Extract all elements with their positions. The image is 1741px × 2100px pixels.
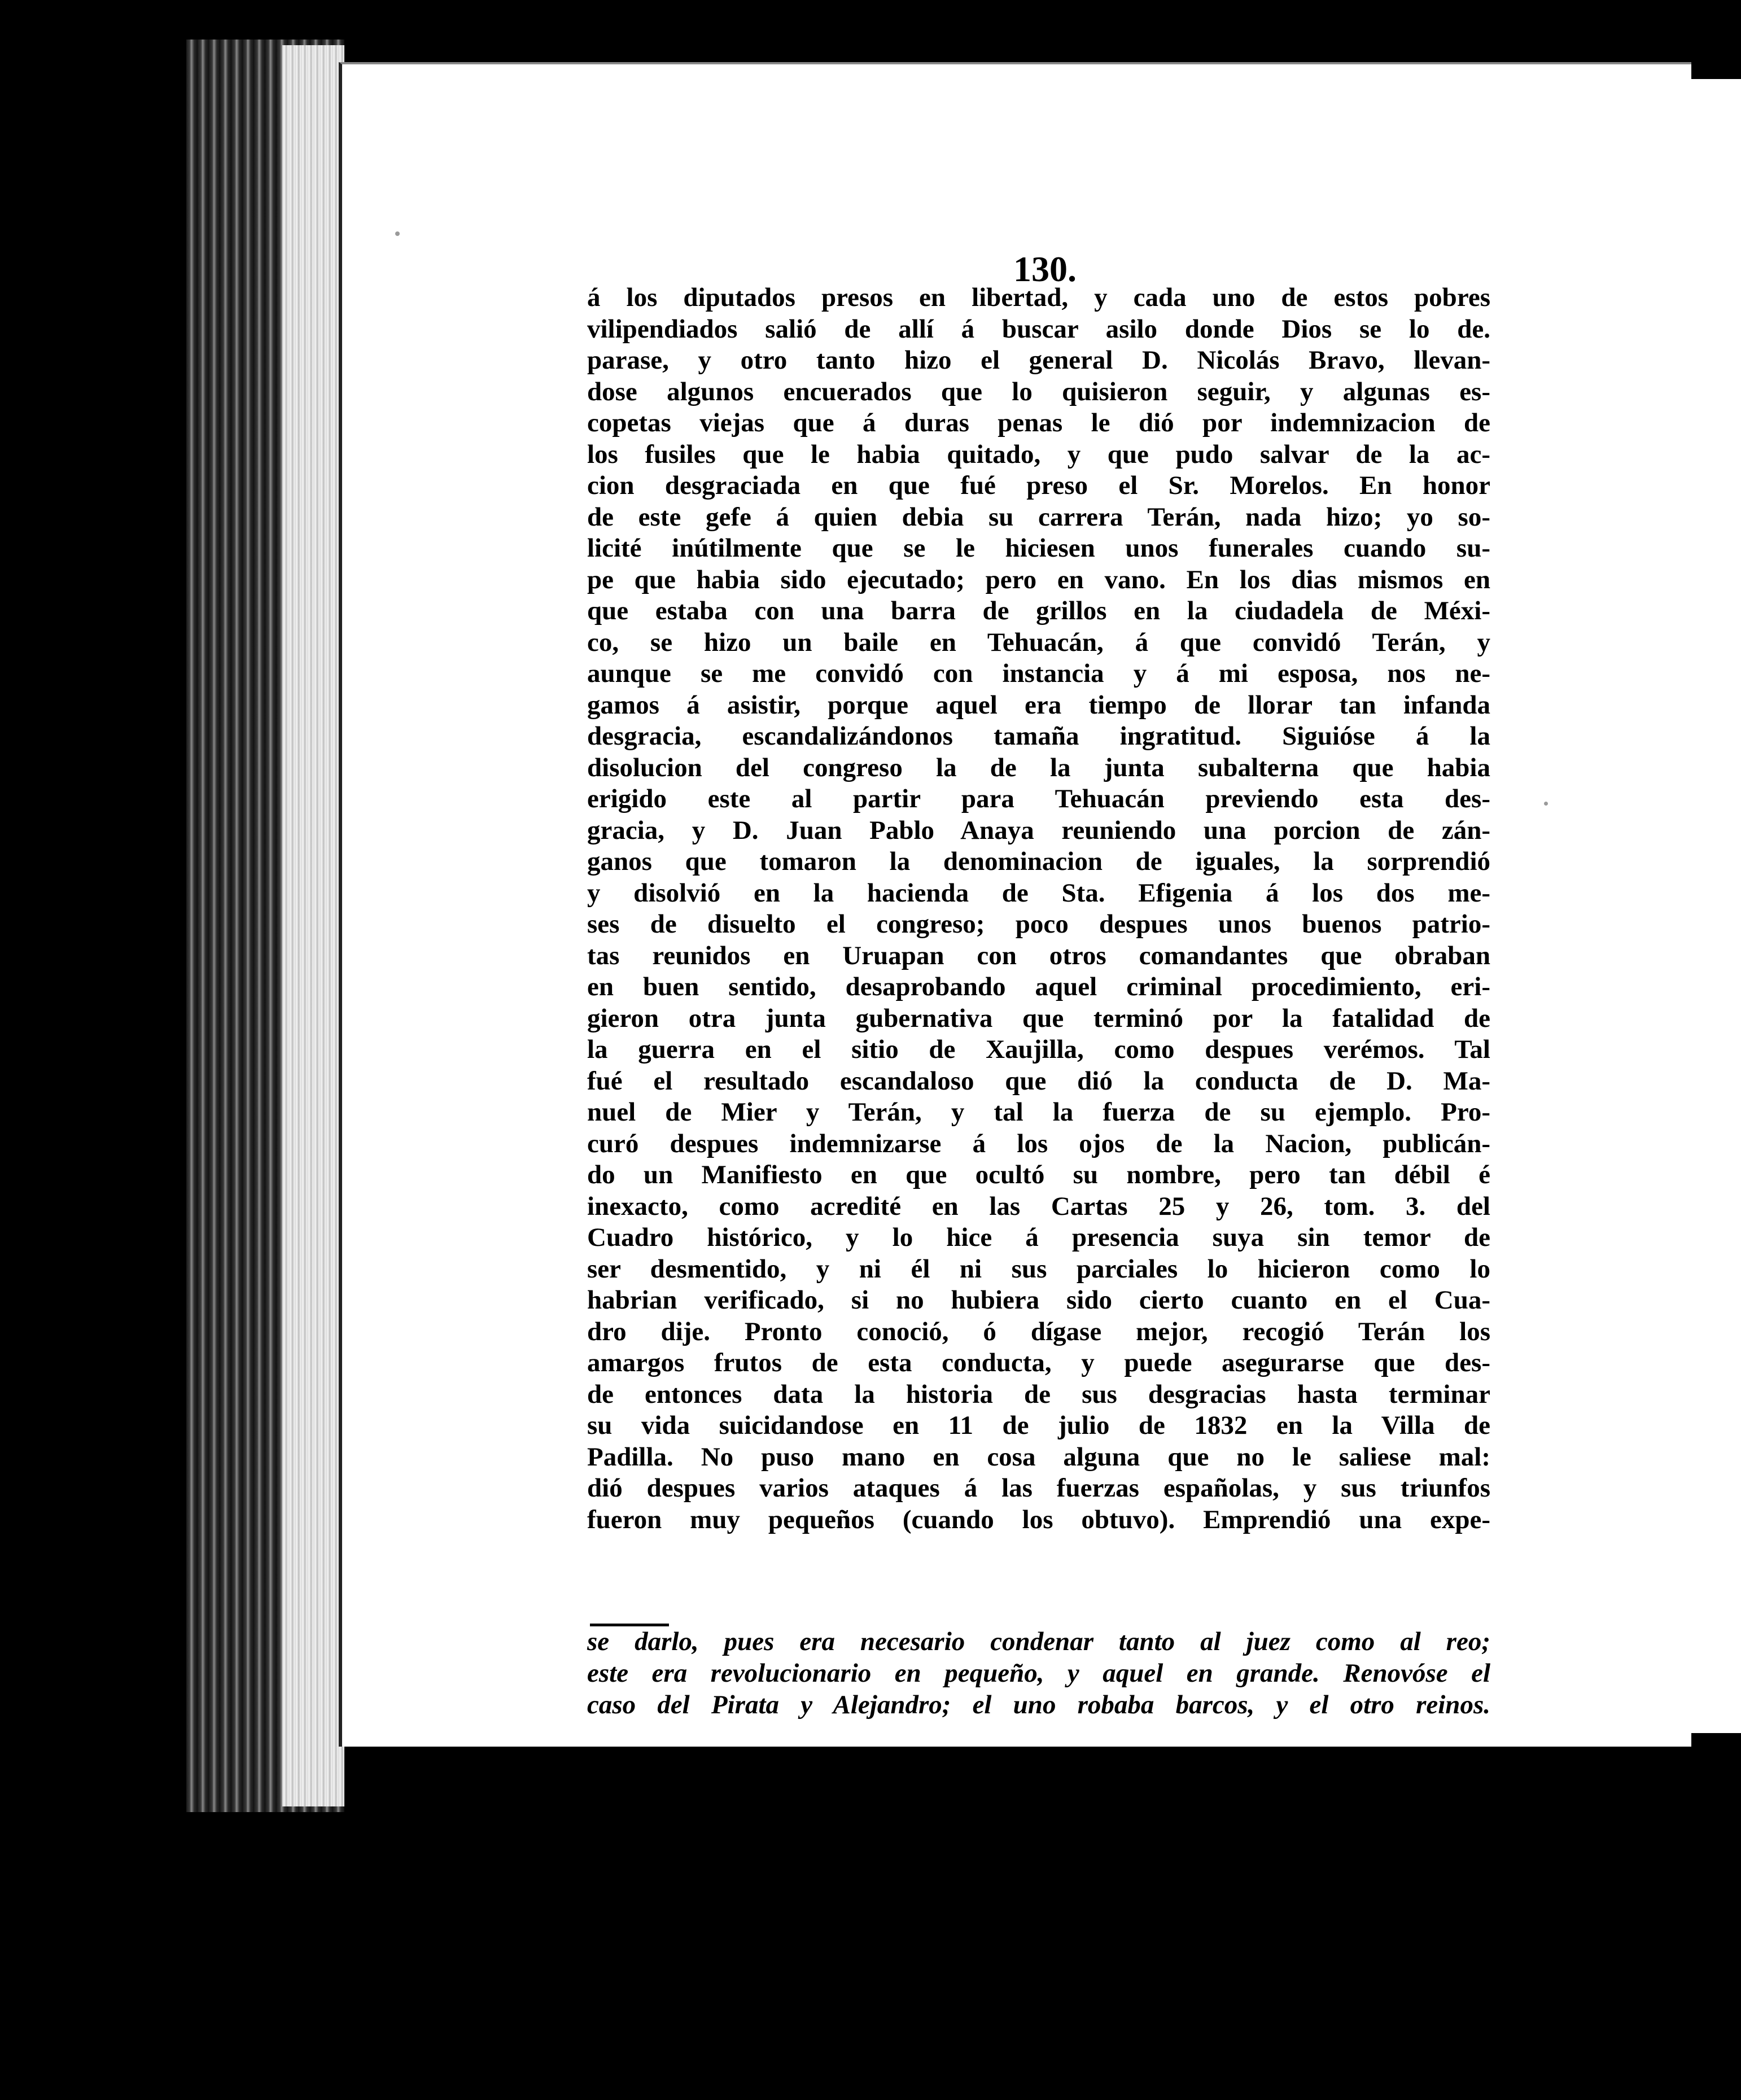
text-line: co, se hizo un baile en Tehuacán, á que convidó Terán, y	[587, 627, 1490, 657]
text-line: curó despues indemnizarse á los ojos de la Nacion, publicán-	[587, 1128, 1490, 1158]
footnote-line: este era revolucionario en pequeño, y aquel en grande. Renovóse el	[587, 1659, 1490, 1688]
scan-speck	[395, 231, 400, 236]
page-number: 130.	[1013, 249, 1077, 289]
text-line: tas reunidos en Uruapan con otros comandantes que obraban	[587, 940, 1490, 970]
text-line: de este gefe á quien debia su carrera Terán, nada hizo; yo so-	[587, 502, 1490, 532]
text-line: fueron muy pequeños (cuando los obtuvo). Emprendió una expe-	[587, 1504, 1490, 1534]
text-line: ser desmentido, y ni él ni sus parciales lo hicieron como lo	[587, 1254, 1490, 1284]
text-line: ganos que tomaron la denominacion de iguales, la sorprendió	[587, 847, 1490, 876]
text-line: dose algunos encuerados que lo quisieron seguir, y algunas es-	[587, 377, 1490, 406]
text-line: gieron otra junta gubernativa que terminó por la fatalidad de	[587, 1003, 1490, 1033]
text-line: ses de disuelto el congreso; poco despues unos buenos patrio-	[587, 909, 1490, 939]
text-line: y disolvió en la hacienda de Sta. Efigenia á los dos me-	[587, 878, 1490, 908]
text-line: nuel de Mier y Terán, y tal la fuerza de su ejemplo. Pro-	[587, 1097, 1490, 1127]
book-page-stack	[282, 45, 344, 1806]
text-line: parase, y otro tanto hizo el general D. Nicolás Bravo, llevan-	[587, 345, 1490, 375]
text-line: pe que habia sido ejecutado; pero en vano. En los dias mismos en	[587, 565, 1490, 594]
text-line: cion desgraciada en que fué preso el Sr. Morelos. En honor	[587, 471, 1490, 500]
text-line: á los diputados presos en libertad, y cada uno de estos pobres	[587, 283, 1490, 312]
text-line: do un Manifiesto en que ocultó su nombre, pero tan débil é	[587, 1160, 1490, 1189]
text-line: la guerra en el sitio de Xaujilla, como despues verémos. Tal	[587, 1035, 1490, 1064]
text-line: en buen sentido, desaprobando aquel criminal procedimiento, eri-	[587, 972, 1490, 1001]
text-line: disolucion del congreso la de la junta subalterna que habia	[587, 753, 1490, 782]
facing-page-edge	[1685, 79, 1741, 1733]
footnote	[587, 1626, 1490, 1721]
text-line: aunque se me convidó con instancia y á mi esposa, nos ne-	[587, 659, 1490, 688]
text-line: que estaba con una barra de grillos en la ciudadela de Méxi-	[587, 596, 1490, 625]
text-line: Padilla. No puso mano en cosa alguna que no le saliese mal:	[587, 1442, 1490, 1472]
text-line: fué el resultado escandaloso que dió la conducta de D. Ma-	[587, 1066, 1490, 1096]
text-line: amargos frutos de esta conducta, y puede asegurarse que des-	[587, 1348, 1490, 1377]
text-line: inexacto, como acredité en las Cartas 25 y 26, tom. 3. del	[587, 1191, 1490, 1221]
footnote-line: se darlo, pues era necesario condenar tanto al juez como al reo;	[587, 1627, 1490, 1656]
text-line: erigido este al partir para Tehuacán previendo esta des-	[587, 784, 1490, 813]
text-line: desgracia, escandalizándonos tamaña ingratitud. Siguióse á la	[587, 721, 1490, 751]
footnote-line: caso del Pirata y Alejandro; el uno robaba barcos, y el otro reinos.	[587, 1690, 1490, 1720]
text-line: dro dije. Pronto conoció, ó dígase mejor, recogió Terán los	[587, 1316, 1490, 1346]
main-text	[587, 282, 1490, 1535]
text-line: licité inútilmente que se le hiciesen unos funerales cuando su-	[587, 533, 1490, 563]
text-line: los fusiles que le habia quitado, y que pudo salvar de la ac-	[587, 439, 1490, 469]
text-line: habrian verificado, si no hubiera sido cierto cuanto en el Cua-	[587, 1285, 1490, 1315]
text-line: vilipendiados salió de allí á buscar asilo donde Dios se lo de.	[587, 314, 1490, 344]
text-line: de entonces data la historia de sus desgracias hasta terminar	[587, 1379, 1490, 1409]
text-line: gracia, y D. Juan Pablo Anaya reuniendo una porcion de zán-	[587, 815, 1490, 845]
text-line: copetas viejas que á duras penas le dió por indemnizacion de	[587, 408, 1490, 438]
text-line: Cuadro histórico, y lo hice á presencia suya sin temor de	[587, 1223, 1490, 1252]
scan-speck	[1544, 802, 1548, 806]
text-line: gamos á asistir, porque aquel era tiempo de llorar tan infanda	[587, 690, 1490, 720]
text-line: su vida suicidandose en 11 de julio de 1832 en la Villa de	[587, 1411, 1490, 1440]
text-line: dió despues varios ataques á las fuerzas españolas, y sus triunfos	[587, 1473, 1490, 1503]
